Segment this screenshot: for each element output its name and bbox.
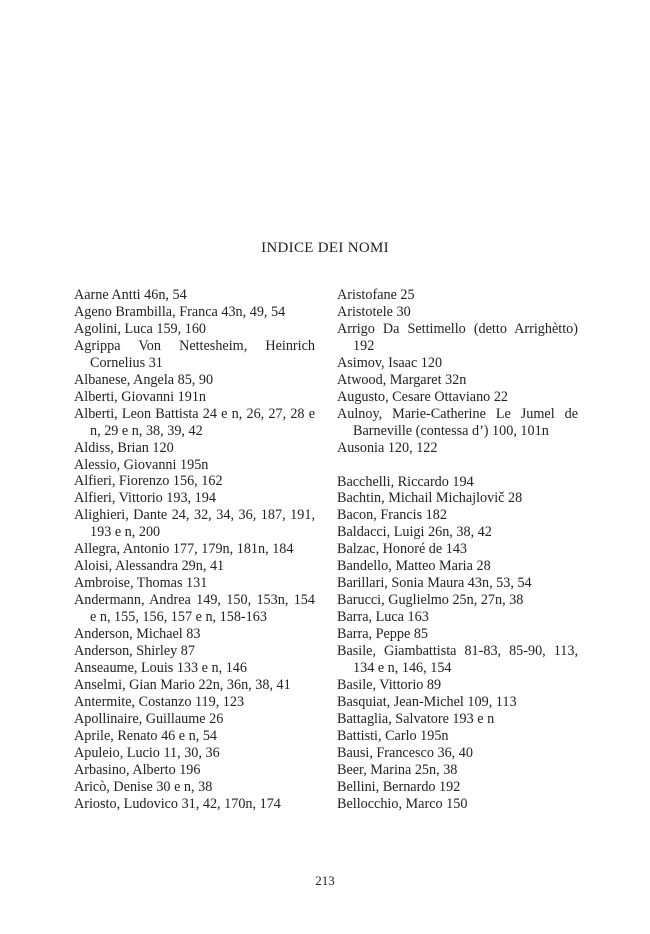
index-entry: Barillari, Sonia Maura 43n, 53, 54 — [337, 575, 532, 592]
index-entry: Battisti, Carlo 195n — [337, 727, 449, 744]
index-entry: Aloisi, Alessandra 29n, 41 — [74, 558, 225, 575]
index-entry: Allegra, Antonio 177, 179n, 181n, 184 — [74, 541, 294, 558]
index-entry: Bachtin, Michail Michajlovič 28 — [337, 490, 523, 507]
index-entry: Bacon, Francis 182 — [337, 507, 447, 524]
index-entry: Anderson, Michael 83 — [74, 626, 201, 643]
index-entry: Aristofane 25 — [337, 287, 415, 303]
index-entry: Bacchelli, Riccardo 194 — [337, 473, 474, 490]
index-entry: Bellini, Bernardo 192 — [337, 778, 461, 795]
index-entry: Bellocchio, Marco 150 — [337, 795, 468, 812]
index-entry: Augusto, Cesare Ottaviano 22 — [337, 388, 509, 405]
index-entry: Aristotele 30 — [337, 303, 411, 320]
index-entry: Bandello, Matteo Maria 28 — [337, 558, 491, 575]
index-entry: Ageno Brambilla, Franca 43n, 49, 54 — [74, 303, 286, 320]
index-entry: Aricò, Denise 30 e n, 38 — [74, 778, 213, 795]
index-entry: Aulnoy, Marie-Catherine Le Jumel de Barneville (contessa d’) 100, 101n — [337, 405, 578, 439]
index-entry: Aprile, Renato 46 e n, 54 — [74, 727, 218, 744]
index-entry: Alberti, Leon Battista 24 e n, 26, 27, 28 e n, 29 e n, 38, 39, 42 — [74, 405, 315, 439]
index-entry: Balzac, Honoré de 143 — [337, 541, 468, 558]
index-entry: Alfieri, Vittorio 193, 194 — [74, 490, 216, 507]
index-entry: Aarne Antti 46n, 54 — [74, 287, 187, 303]
index-entry: Atwood, Margaret 32n — [337, 371, 467, 388]
index-entry: Apollinaire, Guillaume 26 — [74, 710, 224, 727]
index-entry: Ariosto, Ludovico 31, 42, 170n, 174 — [74, 795, 281, 812]
index-entry: Alfieri, Fiorenzo 156, 162 — [74, 473, 223, 490]
index-entry: Asimov, Isaac 120 — [337, 354, 443, 371]
index-entry: Agrippa Von Nettesheim, Heinrich Cornelius 31 — [74, 337, 315, 371]
index-entry: Basquiat, Jean-Michel 109, 113 — [337, 693, 517, 710]
index-entry: Battaglia, Salvatore 193 e n — [337, 710, 495, 727]
index-entry: Apuleio, Lucio 11, 30, 36 — [74, 744, 220, 761]
index-entry: Arbasino, Alberto 196 — [74, 761, 201, 778]
index-entry: Albanese, Angela 85, 90 — [74, 371, 214, 388]
index-entry: Barra, Luca 163 — [337, 609, 429, 626]
index-entry: Baldacci, Luigi 26n, 38, 42 — [337, 524, 492, 541]
letter-group-spacer — [337, 457, 578, 474]
index-entry: Bausi, Francesco 36, 40 — [337, 744, 473, 761]
index-entry: Aldiss, Brian 120 — [74, 439, 174, 456]
index-entry: Basile, Giambattista 81-83, 85-90, 113, 134 e n, 146, 154 — [337, 643, 578, 677]
page-title: INDICE DEI NOMI — [261, 240, 389, 256]
page-number: 213 — [315, 873, 335, 888]
index-entry: Barucci, Guglielmo 25n, 27n, 38 — [337, 592, 524, 609]
index-entry: Beer, Marina 25n, 38 — [337, 761, 458, 778]
index-entry: Anderson, Shirley 87 — [74, 643, 195, 660]
index-entry: Barra, Peppe 85 — [337, 626, 429, 643]
index-entry: Arrigo Da Settimello (detto Arrighètto) 192 — [337, 320, 578, 354]
index-entry: Anseaume, Louis 133 e n, 146 — [74, 659, 247, 676]
index-entry: Anselmi, Gian Mario 22n, 36n, 38, 41 — [74, 676, 291, 693]
index-entry: Alighieri, Dante 24, 32, 34, 36, 187, 191, 193 e n, 200 — [74, 507, 315, 541]
index-entry: Alberti, Giovanni 191n — [74, 388, 207, 405]
index-column-right — [337, 287, 578, 813]
index-entry: Agolini, Luca 159, 160 — [74, 320, 207, 337]
index-column-left — [74, 287, 315, 813]
index-entry: Antermite, Costanzo 119, 123 — [74, 693, 245, 710]
index-entry: Ambroise, Thomas 131 — [74, 575, 208, 592]
index-entry: Basile, Vittorio 89 — [337, 676, 442, 693]
index-entry: Alessio, Giovanni 195n — [74, 456, 209, 473]
index-entry: Andermann, Andrea 149, 150, 153n, 154 e n, 155, 156, 157 e n, 158-163 — [74, 592, 315, 626]
index-entry: Ausonia 120, 122 — [337, 439, 438, 456]
